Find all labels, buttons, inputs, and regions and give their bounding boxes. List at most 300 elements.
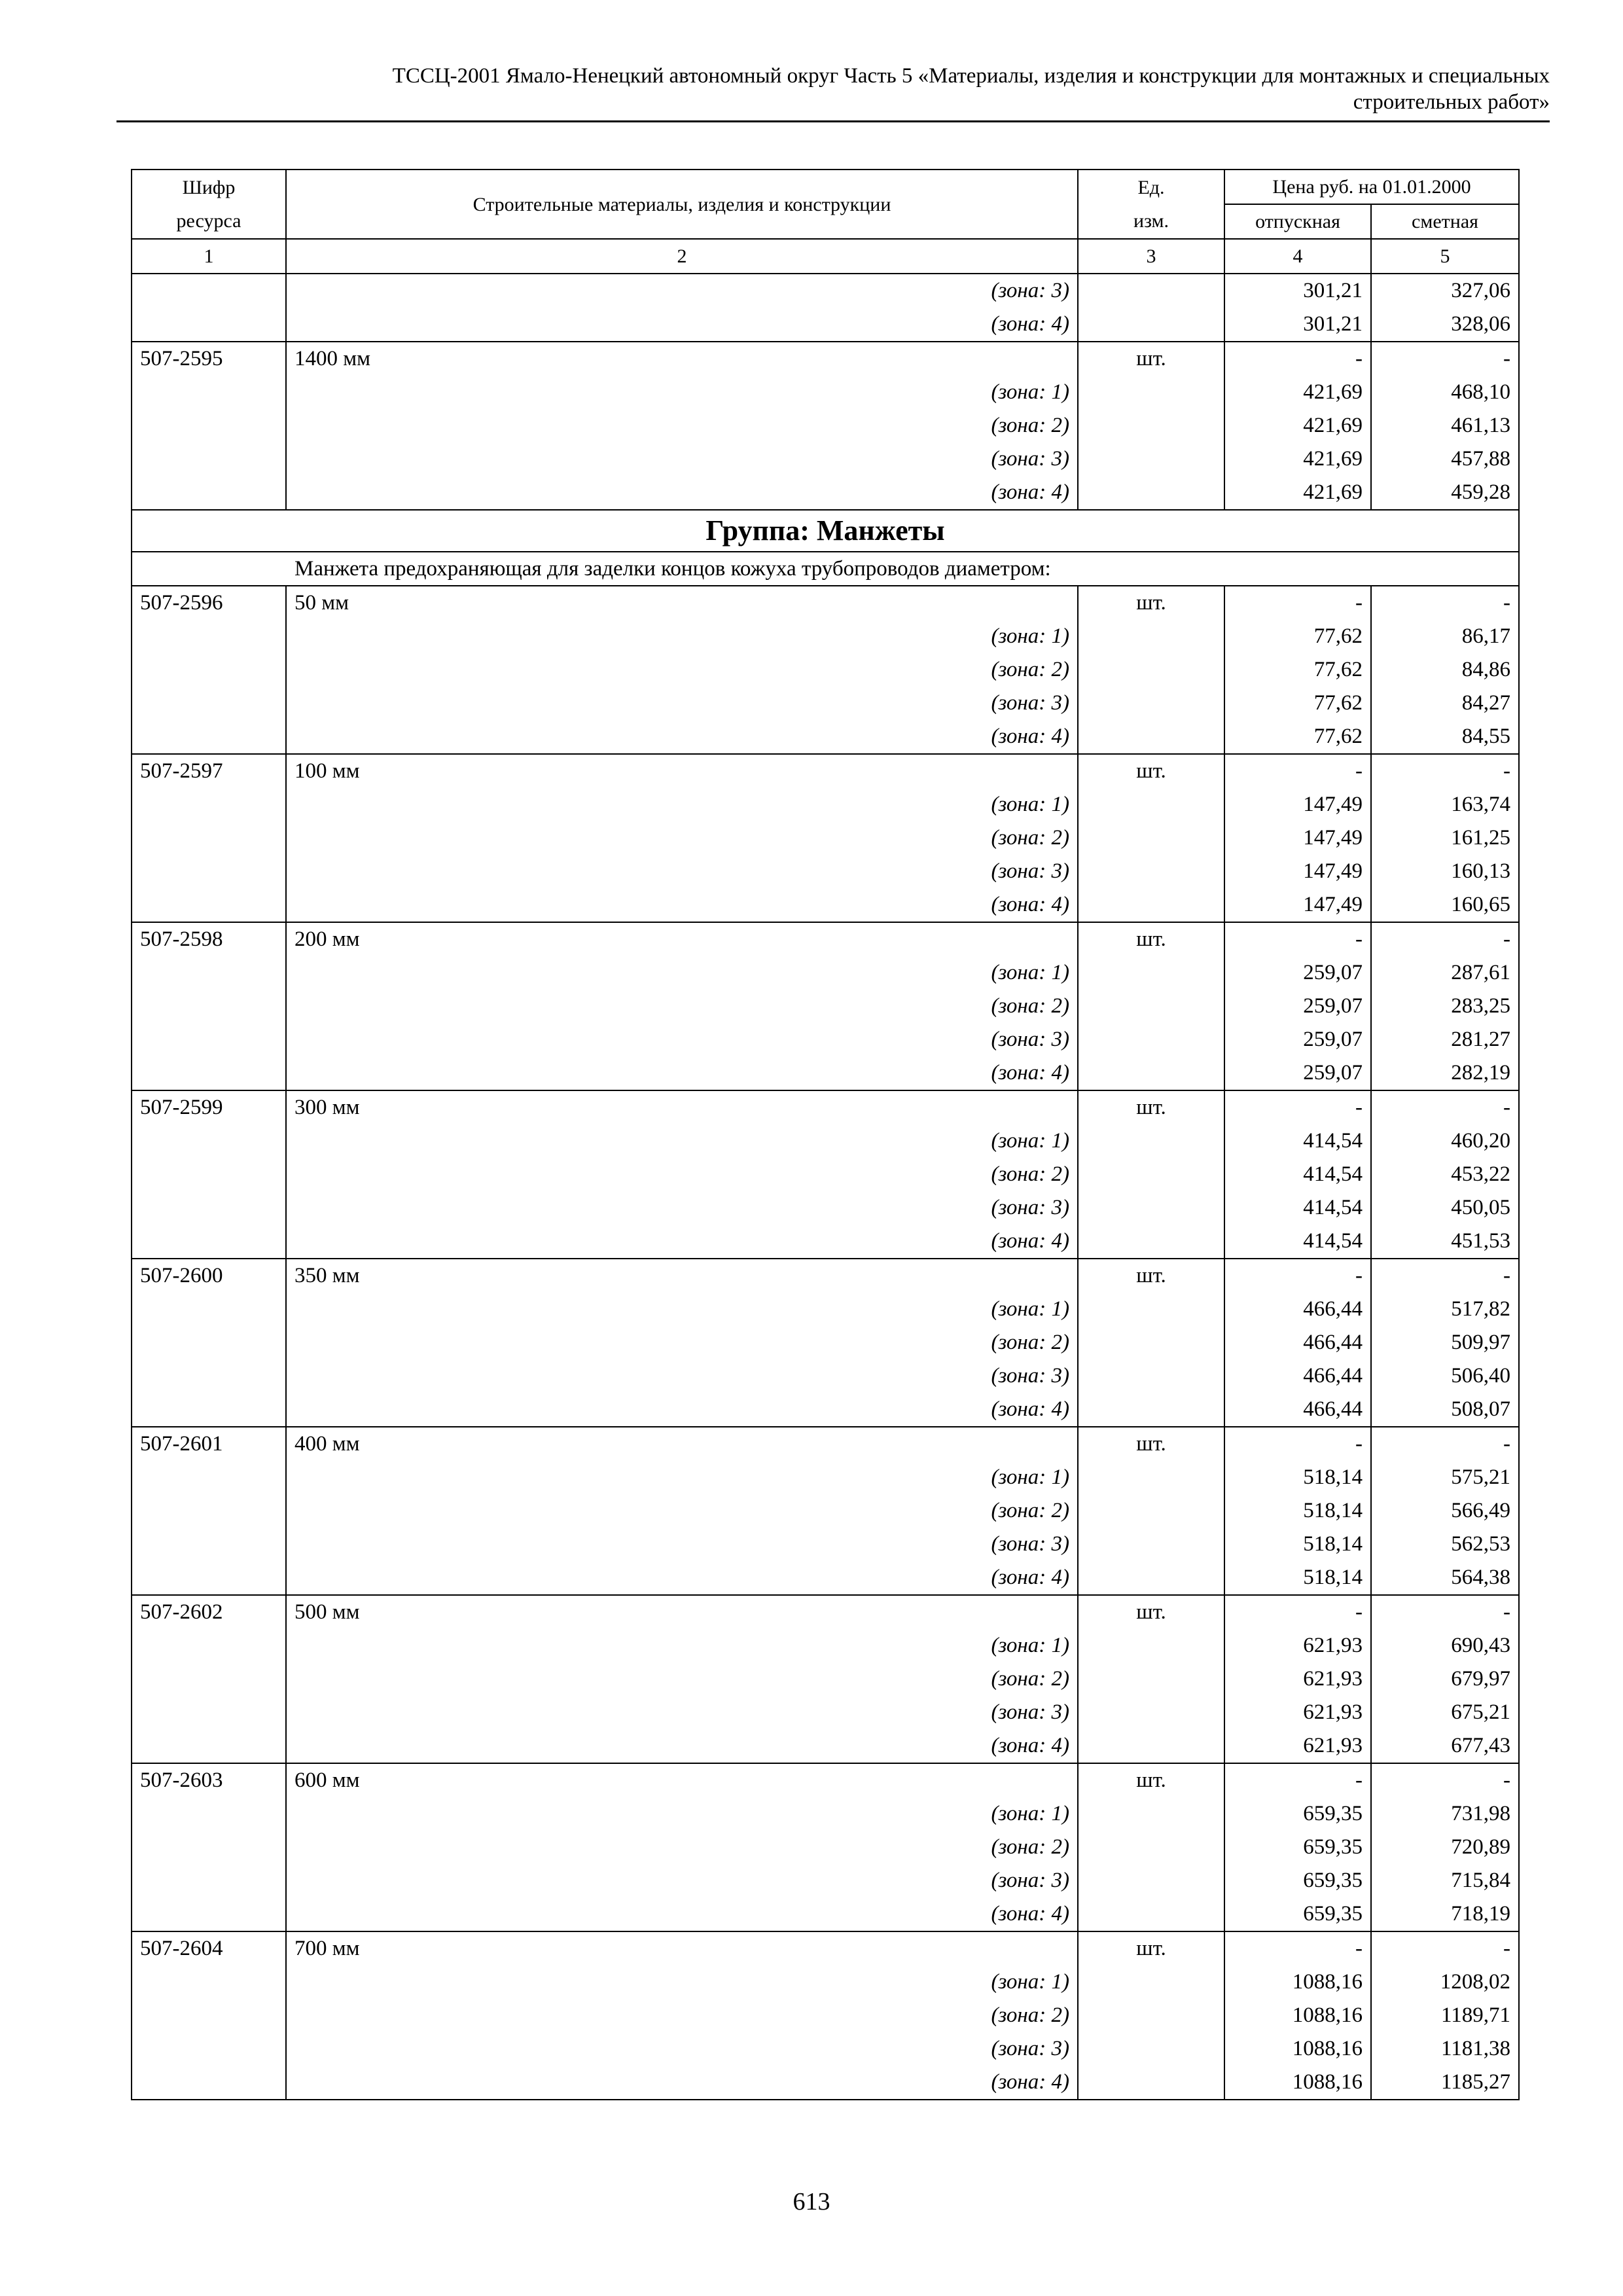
release-price: 621,93: [1224, 1662, 1371, 1696]
table-row: [132, 1124, 1519, 1158]
unit-cell: [1078, 308, 1224, 342]
zone-label: (зона: 3): [286, 442, 1078, 476]
item-name: 1400 мм: [286, 342, 1078, 376]
table-row: [132, 1662, 1519, 1696]
release-price: 466,44: [1224, 1293, 1371, 1326]
table-row: [132, 1225, 1519, 1259]
unit-cell: [1078, 1965, 1224, 1999]
estimate-price: 84,55: [1371, 720, 1519, 754]
resource-code-cell: [132, 1461, 286, 1494]
release-price: 414,54: [1224, 1191, 1371, 1225]
unit-cell: [1078, 409, 1224, 442]
resource-code: 507-2600: [132, 1259, 286, 1293]
estimate-price: 566,49: [1371, 1494, 1519, 1528]
estimate-price: 715,84: [1371, 1864, 1519, 1897]
group-heading-row: [132, 510, 1519, 552]
release-price: -: [1224, 922, 1371, 956]
release-price: 77,62: [1224, 687, 1371, 720]
zone-label: (зона: 4): [286, 2066, 1078, 2100]
release-price: 147,49: [1224, 821, 1371, 855]
table-row: [132, 990, 1519, 1023]
table-row: [132, 1831, 1519, 1864]
release-price: 466,44: [1224, 1326, 1371, 1359]
table-row: [132, 956, 1519, 990]
estimate-price: 1185,27: [1371, 2066, 1519, 2100]
unit-cell: [1078, 442, 1224, 476]
estimate-price: 450,05: [1371, 1191, 1519, 1225]
resource-code-cell: [132, 1326, 286, 1359]
release-price: 77,62: [1224, 653, 1371, 687]
unit-cell: [1078, 476, 1224, 510]
resource-code-cell: [132, 687, 286, 720]
estimate-price: 1208,02: [1371, 1965, 1519, 1999]
unit: шт.: [1078, 1259, 1224, 1293]
table-row: [132, 308, 1519, 342]
zone-label: (зона: 3): [286, 1023, 1078, 1056]
item-name: 350 мм: [286, 1259, 1078, 1293]
header-rule: [116, 120, 1550, 122]
group-heading: Группа: Манжеты: [132, 510, 1519, 552]
release-price: 518,14: [1224, 1561, 1371, 1595]
resource-code-cell: [132, 274, 286, 308]
resource-code-cell: [132, 308, 286, 342]
release-price: 1088,16: [1224, 2066, 1371, 2100]
estimate-price: 451,53: [1371, 1225, 1519, 1259]
table-row: [132, 653, 1519, 687]
resource-code: 507-2603: [132, 1763, 286, 1797]
zone-label: (зона: 4): [286, 1561, 1078, 1595]
resource-code-cell: [132, 788, 286, 821]
unit-cell: [1078, 1293, 1224, 1326]
unit-cell: [1078, 1561, 1224, 1595]
unit-cell: [1078, 788, 1224, 821]
table-row: [132, 586, 1519, 620]
estimate-price: 457,88: [1371, 442, 1519, 476]
release-price: -: [1224, 586, 1371, 620]
release-price: 466,44: [1224, 1359, 1371, 1393]
unit-cell: [1078, 1999, 1224, 2032]
column-number: 5: [1371, 239, 1519, 274]
estimate-price: 461,13: [1371, 409, 1519, 442]
estimate-price: 517,82: [1371, 1293, 1519, 1326]
table-row: [132, 788, 1519, 821]
table-row: [132, 1696, 1519, 1729]
estimate-price: 283,25: [1371, 990, 1519, 1023]
estimate-price: 84,27: [1371, 687, 1519, 720]
release-price: 659,35: [1224, 1831, 1371, 1864]
estimate-price: 718,19: [1371, 1897, 1519, 1931]
zone-label: (зона: 3): [286, 1191, 1078, 1225]
estimate-price: -: [1371, 586, 1519, 620]
release-price: 1088,16: [1224, 2032, 1371, 2066]
zone-label: (зона: 2): [286, 821, 1078, 855]
estimate-price: 453,22: [1371, 1158, 1519, 1191]
zone-label: (зона: 1): [286, 1293, 1078, 1326]
zone-label: (зона: 2): [286, 1494, 1078, 1528]
release-price: -: [1224, 754, 1371, 788]
item-name: 500 мм: [286, 1595, 1078, 1629]
item-name: 200 мм: [286, 922, 1078, 956]
unit: шт.: [1078, 1931, 1224, 1965]
resource-code-cell: [132, 1696, 286, 1729]
resource-code-cell: [132, 821, 286, 855]
header-release: отпускная: [1224, 204, 1371, 239]
release-price: 421,69: [1224, 476, 1371, 510]
table-row: [132, 855, 1519, 888]
resource-code: 507-2596: [132, 586, 286, 620]
estimate-price: 328,06: [1371, 308, 1519, 342]
unit: шт.: [1078, 342, 1224, 376]
table-row: [132, 2032, 1519, 2066]
estimate-price: 677,43: [1371, 1729, 1519, 1763]
release-price: -: [1224, 1763, 1371, 1797]
resource-code-cell: [132, 1864, 286, 1897]
table-row: [132, 1393, 1519, 1427]
release-price: 259,07: [1224, 990, 1371, 1023]
estimate-price: 282,19: [1371, 1056, 1519, 1090]
unit-cell: [1078, 1729, 1224, 1763]
estimate-price: 468,10: [1371, 376, 1519, 409]
estimate-price: 1181,38: [1371, 2032, 1519, 2066]
unit-cell: [1078, 653, 1224, 687]
resource-code-cell: [132, 2032, 286, 2066]
table-row: [132, 1999, 1519, 2032]
estimate-price: 506,40: [1371, 1359, 1519, 1393]
estimate-price: 459,28: [1371, 476, 1519, 510]
resource-code: 507-2597: [132, 754, 286, 788]
item-name: 600 мм: [286, 1763, 1078, 1797]
unit: шт.: [1078, 586, 1224, 620]
unit: шт.: [1078, 922, 1224, 956]
unit-cell: [1078, 1191, 1224, 1225]
column-number: 3: [1078, 239, 1224, 274]
resource-code-cell: [132, 1158, 286, 1191]
table-row: [132, 1629, 1519, 1662]
resource-code-cell: [132, 376, 286, 409]
unit-cell: [1078, 2066, 1224, 2100]
unit-cell: [1078, 1158, 1224, 1191]
release-price: -: [1224, 1931, 1371, 1965]
release-price: -: [1224, 1427, 1371, 1461]
price-table: [131, 169, 1520, 2100]
header-unit-label: Ед. изм.: [1133, 177, 1169, 232]
table-row: [132, 1931, 1519, 1965]
estimate-price: 1189,71: [1371, 1999, 1519, 2032]
release-price: 659,35: [1224, 1897, 1371, 1931]
estimate-price: 575,21: [1371, 1461, 1519, 1494]
release-price: 518,14: [1224, 1494, 1371, 1528]
table-row: [132, 2066, 1519, 2100]
zone-label: (зона: 2): [286, 1326, 1078, 1359]
unit: шт.: [1078, 1763, 1224, 1797]
estimate-price: 86,17: [1371, 620, 1519, 653]
resource-code: 507-2599: [132, 1090, 286, 1124]
column-number-row: [132, 239, 1519, 274]
column-number: 4: [1224, 239, 1371, 274]
estimate-price: -: [1371, 754, 1519, 788]
unit-cell: [1078, 620, 1224, 653]
table-row: [132, 274, 1519, 308]
estimate-price: 679,97: [1371, 1662, 1519, 1696]
table-row: [132, 687, 1519, 720]
release-price: 518,14: [1224, 1461, 1371, 1494]
release-price: 621,93: [1224, 1629, 1371, 1662]
resource-code-cell: [132, 1561, 286, 1595]
zone-label: (зона: 3): [286, 1696, 1078, 1729]
resource-code-cell: [132, 1393, 286, 1427]
table-row: [132, 1259, 1519, 1293]
estimate-price: -: [1371, 1427, 1519, 1461]
column-number: 2: [286, 239, 1078, 274]
release-price: 421,69: [1224, 442, 1371, 476]
zone-label: (зона: 4): [286, 1393, 1078, 1427]
resource-code-cell: [132, 1999, 286, 2032]
estimate-price: 731,98: [1371, 1797, 1519, 1831]
estimate-price: 160,65: [1371, 888, 1519, 922]
table-row: [132, 1427, 1519, 1461]
unit-cell: [1078, 1797, 1224, 1831]
zone-label: (зона: 3): [286, 687, 1078, 720]
release-price: 414,54: [1224, 1225, 1371, 1259]
table-row: [132, 442, 1519, 476]
table-row: [132, 476, 1519, 510]
header-price: Цена руб. на 01.01.2000: [1224, 170, 1519, 204]
unit-cell: [1078, 1897, 1224, 1931]
table-row: [132, 1191, 1519, 1225]
resource-code: 507-2598: [132, 922, 286, 956]
estimate-price: -: [1371, 1090, 1519, 1124]
table-row: [132, 1797, 1519, 1831]
release-price: -: [1224, 1595, 1371, 1629]
unit: шт.: [1078, 1595, 1224, 1629]
unit-cell: [1078, 720, 1224, 754]
estimate-price: 720,89: [1371, 1831, 1519, 1864]
unit-cell: [1078, 2032, 1224, 2066]
zone-label: (зона: 1): [286, 956, 1078, 990]
table-row: [132, 1090, 1519, 1124]
zone-label: (зона: 2): [286, 409, 1078, 442]
table-row: [132, 922, 1519, 956]
release-price: 1088,16: [1224, 1999, 1371, 2032]
zone-label: (зона: 3): [286, 1864, 1078, 1897]
unit-cell: [1078, 956, 1224, 990]
estimate-price: 690,43: [1371, 1629, 1519, 1662]
estimate-price: 287,61: [1371, 956, 1519, 990]
table-row: [132, 1561, 1519, 1595]
running-header-line-1: ТССЦ-2001 Ямало-Ненецкий автономный округ Часть 5 «Материалы, изделия и конструкции для монтажных и специальных: [392, 64, 1550, 88]
unit-cell: [1078, 1326, 1224, 1359]
unit-cell: [1078, 1056, 1224, 1090]
zone-label: (зона: 4): [286, 308, 1078, 342]
zone-label: (зона: 2): [286, 1158, 1078, 1191]
table-row: [132, 1595, 1519, 1629]
zone-label: (зона: 1): [286, 376, 1078, 409]
release-price: 259,07: [1224, 956, 1371, 990]
zone-label: (зона: 1): [286, 620, 1078, 653]
release-price: -: [1224, 1259, 1371, 1293]
table-row: [132, 620, 1519, 653]
resource-code-cell: [132, 1359, 286, 1393]
header-name: Строительные материалы, изделия и конструкции: [286, 170, 1078, 239]
release-price: 621,93: [1224, 1729, 1371, 1763]
release-price: 621,93: [1224, 1696, 1371, 1729]
header-estimate: сметная: [1371, 204, 1519, 239]
estimate-price: -: [1371, 1763, 1519, 1797]
zone-label: (зона: 4): [286, 1225, 1078, 1259]
zone-label: (зона: 4): [286, 720, 1078, 754]
resource-code-cell: [132, 620, 286, 653]
zone-label: (зона: 2): [286, 990, 1078, 1023]
release-price: 518,14: [1224, 1528, 1371, 1561]
resource-code-cell: [132, 1225, 286, 1259]
resource-code-cell: [132, 855, 286, 888]
estimate-price: 509,97: [1371, 1326, 1519, 1359]
item-name: 700 мм: [286, 1931, 1078, 1965]
item-name: 400 мм: [286, 1427, 1078, 1461]
estimate-price: -: [1371, 342, 1519, 376]
release-price: 659,35: [1224, 1864, 1371, 1897]
table-row: [132, 1461, 1519, 1494]
release-price: 77,62: [1224, 620, 1371, 653]
table-row: [132, 1158, 1519, 1191]
resource-code-cell: [132, 1124, 286, 1158]
unit-cell: [1078, 1124, 1224, 1158]
estimate-price: -: [1371, 1259, 1519, 1293]
zone-label: (зона: 1): [286, 1629, 1078, 1662]
resource-code-cell: [132, 720, 286, 754]
resource-code-cell: [132, 1797, 286, 1831]
release-price: 147,49: [1224, 888, 1371, 922]
estimate-price: 281,27: [1371, 1023, 1519, 1056]
zone-label: (зона: 1): [286, 1461, 1078, 1494]
resource-code-cell: [132, 990, 286, 1023]
table-row: [132, 376, 1519, 409]
unit: шт.: [1078, 754, 1224, 788]
resource-code-cell: [132, 1831, 286, 1864]
resource-code: 507-2601: [132, 1427, 286, 1461]
item-name: 100 мм: [286, 754, 1078, 788]
zone-label: (зона: 3): [286, 855, 1078, 888]
table-row: [132, 1494, 1519, 1528]
table-row: [132, 1326, 1519, 1359]
estimate-price: 508,07: [1371, 1393, 1519, 1427]
zone-label: (зона: 1): [286, 1124, 1078, 1158]
zone-label: (зона: 2): [286, 1831, 1078, 1864]
resource-code-cell: [132, 1191, 286, 1225]
resource-code-cell: [132, 442, 286, 476]
zone-label: (зона: 2): [286, 1999, 1078, 2032]
unit-cell: [1078, 990, 1224, 1023]
estimate-price: 160,13: [1371, 855, 1519, 888]
release-price: 77,62: [1224, 720, 1371, 754]
estimate-price: 163,74: [1371, 788, 1519, 821]
table-row: [132, 409, 1519, 442]
unit-cell: [1078, 1494, 1224, 1528]
table-row: [132, 1729, 1519, 1763]
release-price: -: [1224, 1090, 1371, 1124]
zone-label: (зона: 4): [286, 476, 1078, 510]
table-row: [132, 821, 1519, 855]
release-price: 301,21: [1224, 308, 1371, 342]
running-header: [116, 63, 1550, 115]
table-header-row: [132, 170, 1519, 204]
resource-code-cell: [132, 476, 286, 510]
estimate-price: 84,86: [1371, 653, 1519, 687]
release-price: 259,07: [1224, 1023, 1371, 1056]
header-unit: [1078, 170, 1224, 239]
estimate-price: -: [1371, 1595, 1519, 1629]
release-price: 259,07: [1224, 1056, 1371, 1090]
unit-cell: [1078, 1831, 1224, 1864]
release-price: 466,44: [1224, 1393, 1371, 1427]
resource-code-cell: [132, 1897, 286, 1931]
resource-code-cell: [132, 1965, 286, 1999]
estimate-price: 564,38: [1371, 1561, 1519, 1595]
resource-code-cell: [132, 1662, 286, 1696]
price-table-body: [132, 170, 1519, 2100]
column-number: 1: [132, 239, 286, 274]
release-price: 147,49: [1224, 788, 1371, 821]
release-price: 414,54: [1224, 1124, 1371, 1158]
resource-code-cell: [132, 1056, 286, 1090]
resource-code-cell: [132, 1729, 286, 1763]
table-row: [132, 1897, 1519, 1931]
table-row: [132, 1293, 1519, 1326]
resource-code-cell: [132, 888, 286, 922]
zone-label: (зона: 1): [286, 788, 1078, 821]
zone-label: (зона: 2): [286, 653, 1078, 687]
unit-cell: [1078, 1225, 1224, 1259]
estimate-price: 327,06: [1371, 274, 1519, 308]
release-price: 147,49: [1224, 855, 1371, 888]
subgroup-row: [132, 552, 1519, 586]
unit-cell: [1078, 687, 1224, 720]
table-row: [132, 342, 1519, 376]
unit: шт.: [1078, 1427, 1224, 1461]
table-row: [132, 1528, 1519, 1561]
unit-cell: [1078, 376, 1224, 409]
item-name: 300 мм: [286, 1090, 1078, 1124]
zone-label: (зона: 3): [286, 1528, 1078, 1561]
unit-cell: [1078, 274, 1224, 308]
zone-label: (зона: 4): [286, 1056, 1078, 1090]
zone-label: (зона: 4): [286, 888, 1078, 922]
unit-cell: [1078, 1528, 1224, 1561]
table-row: [132, 1763, 1519, 1797]
release-price: 414,54: [1224, 1158, 1371, 1191]
unit-cell: [1078, 1864, 1224, 1897]
unit-cell: [1078, 1662, 1224, 1696]
resource-code-cell: [132, 1494, 286, 1528]
release-price: 1088,16: [1224, 1965, 1371, 1999]
unit-cell: [1078, 1461, 1224, 1494]
zone-label: (зона: 4): [286, 1729, 1078, 1763]
estimate-price: -: [1371, 1931, 1519, 1965]
unit: шт.: [1078, 1090, 1224, 1124]
resource-code-cell: [132, 1629, 286, 1662]
unit-cell: [1078, 1696, 1224, 1729]
release-price: 421,69: [1224, 376, 1371, 409]
resource-code: 507-2604: [132, 1931, 286, 1965]
table-row: [132, 1359, 1519, 1393]
release-price: 659,35: [1224, 1797, 1371, 1831]
estimate-price: 562,53: [1371, 1528, 1519, 1561]
table-row: [132, 1864, 1519, 1897]
subgroup-description: Манжета предохраняющая для заделки концов кожуха трубопроводов диаметром:: [132, 552, 1519, 586]
unit-cell: [1078, 1359, 1224, 1393]
unit-cell: [1078, 1023, 1224, 1056]
release-price: 301,21: [1224, 274, 1371, 308]
